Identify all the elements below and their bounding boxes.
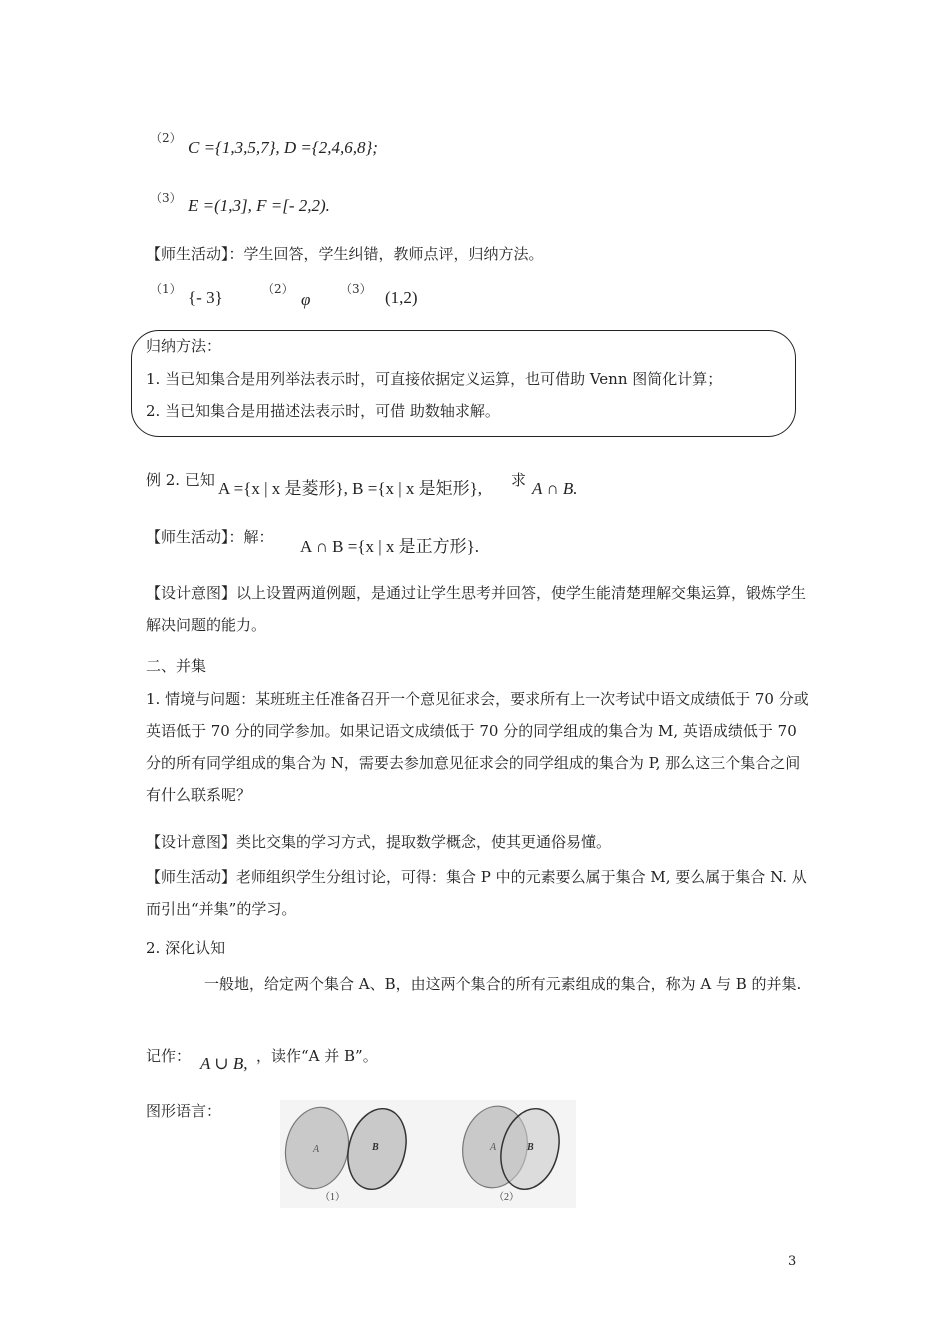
deepen-heading: 2. 深化认知 bbox=[146, 939, 226, 957]
example2-ask: 求 bbox=[511, 471, 527, 489]
example2-prefix: 例 2. 已知 bbox=[146, 471, 215, 489]
graphic-language-label: 图形语言： bbox=[146, 1102, 222, 1120]
answer2-label: （2） bbox=[262, 282, 294, 296]
item2-label: （2） bbox=[150, 131, 182, 145]
example2-ask-math: A ∩ B. bbox=[532, 479, 578, 498]
example2-math: A ={x | x 是菱形}, B ={x | x 是矩形}, bbox=[218, 479, 483, 498]
activity-line-1: 【师生活动】：学生回答，学生纠错，教师点评，归纳方法。 bbox=[146, 245, 544, 263]
venn2-label-a: A bbox=[490, 1142, 497, 1153]
notation-suffix: ，读作“A 并 B”。 bbox=[256, 1047, 378, 1065]
venn2-caption: （2） bbox=[494, 1192, 519, 1203]
venn1-label-a: A bbox=[313, 1144, 320, 1155]
design-intent-1: 【设计意图】以上设置两道例题，是通过让学生思考并回答，使学生能清楚理解交集运算，锻炼学生解决问题的能力。 bbox=[146, 584, 807, 634]
section-union-heading: 二、并集 bbox=[146, 657, 207, 675]
venn1-caption: （1） bbox=[320, 1192, 345, 1203]
activity2-math: A ∩ B ={x | x 是正方形}. bbox=[300, 537, 480, 556]
answer2-value: φ bbox=[301, 290, 311, 309]
situation-paragraph: 1. 情境与问题：某班班主任准备召开一个意见征求会，要求所有上一次考试中语文成绩低于 70 分或英语低于 70 分的同学参加。如果记语文成绩低于 70 分的同学组成的集合为 M, 英语成绩低于 70 分的所有同学组成的集合为 N，需要去参加意见征求会的同学组成的集合为 P, 那么这三个集合之间有什么联系呢？ bbox=[146, 690, 809, 804]
venn-diagrams bbox=[280, 1100, 576, 1208]
method-line-1: 1. 当已知集合是用列举法表示时，可直接依据定义运算，也可借助 Venn 图简化计算； bbox=[146, 370, 723, 388]
method-line-2: 2. 当已知集合是用描述法表示时，可借 助数轴求解。 bbox=[146, 402, 500, 420]
venn1-label-b: B bbox=[372, 1142, 379, 1153]
venn2-label-b: B bbox=[527, 1142, 534, 1153]
notation-prefix: 记作： bbox=[146, 1047, 192, 1065]
answer1-value: {- 3} bbox=[188, 288, 223, 307]
item3-math: E =(1,3], F =[- 2,2). bbox=[188, 196, 330, 215]
answer3-label: （3） bbox=[340, 282, 372, 296]
activity-line-2: 【师生活动】：解： bbox=[146, 528, 274, 546]
page-number: 3 bbox=[788, 1254, 797, 1269]
item2-math: C ={1,3,5,7}, D ={2,4,6,8}; bbox=[188, 138, 378, 157]
union-definition: 一般地，给定两个集合 A、B，由这两个集合的所有元素组成的集合，称为 A 与 B 的并集. bbox=[204, 975, 802, 993]
notation-math: A ∪ B, bbox=[200, 1054, 248, 1073]
answer3-value: (1,2) bbox=[385, 288, 418, 307]
method-title: 归纳方法： bbox=[146, 337, 222, 355]
answer1-label: （1） bbox=[150, 282, 182, 296]
activity-paragraph-3: 【师生活动】老师组织学生分组讨论，可得：集合 P 中的元素要么属于集合 M, 要么属于集合 N. 从而引出“并集”的学习。 bbox=[146, 868, 807, 918]
item3-label: （3） bbox=[150, 191, 182, 205]
design-intent-2: 【设计意图】类比交集的学习方式，提取数学概念，使其更通俗易懂。 bbox=[146, 833, 612, 851]
